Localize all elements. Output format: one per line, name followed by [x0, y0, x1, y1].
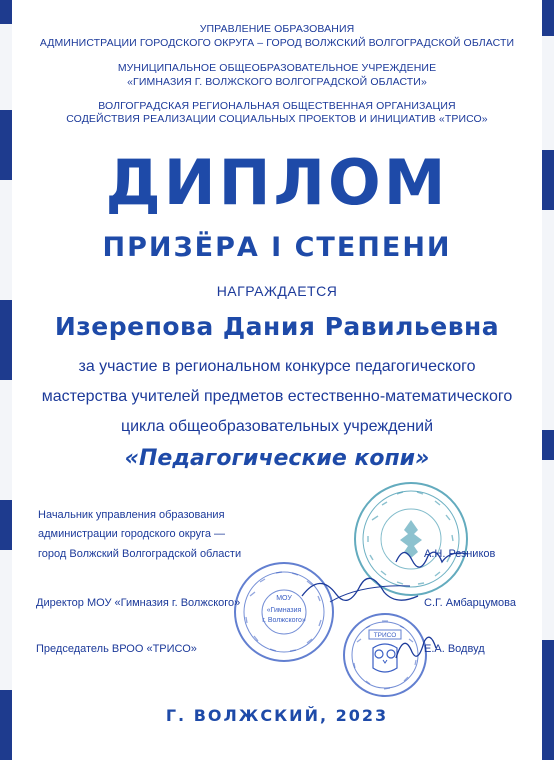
svg-text:г. Волжского»: г. Волжского»	[262, 617, 306, 624]
border-bar	[542, 0, 554, 36]
header-line-5: ВОЛГОГРАДСКАЯ РЕГИОНАЛЬНАЯ ОБЩЕСТВЕННАЯ ОРГАНИЗАЦИЯ	[98, 100, 456, 112]
signatory-director-name: С.Г. Амбарцумова	[424, 597, 516, 609]
svg-text:«Гимназия: «Гимназия	[266, 607, 302, 614]
diploma-title: ДИПЛОМ	[105, 146, 449, 219]
header-line-4: «ГИМНАЗИЯ Г. ВОЛЖСКОГО ВОЛГОГРАДСКОЙ ОБЛАСТИ»	[127, 76, 427, 88]
border-bar	[0, 0, 12, 24]
signatory-head-title-2: администрации городского округа —	[38, 528, 226, 540]
contest-name: «Педагогические копи»	[124, 446, 430, 471]
diploma-subtitle: ПРИЗЁРА I СТЕПЕНИ	[102, 232, 452, 263]
svg-text:МОУ: МОУ	[276, 595, 292, 602]
description-line-2: мастерства учителей предметов естественно-математического	[41, 388, 513, 405]
signatory-director-title: Директор МОУ «Гимназия г. Волжского»	[36, 597, 241, 609]
signatory-head-title-3: город Волжский Волгоградской области	[38, 548, 242, 560]
header-line-1: УПРАВЛЕНИЕ ОБРАЗОВАНИЯ	[199, 23, 355, 35]
header-line-2: АДМИНИСТРАЦИИ ГОРОДСКОГО ОКРУГА – ГОРОД ВОЛЖСКИЙ ВОЛГОГРАДСКОЙ ОБЛАСТИ	[39, 37, 515, 49]
border-bar	[542, 640, 554, 760]
signatory-chair-title: Председатель ВРОО «ТРИСО»	[36, 643, 197, 655]
signatory-chair-name: Е.А. Водвуд	[424, 643, 485, 655]
left-border-strip	[0, 0, 12, 760]
signature-director	[300, 566, 420, 616]
right-border-strip	[542, 0, 554, 760]
border-bar	[0, 500, 12, 550]
signatory-head-title-1: Начальник управления образования	[38, 509, 225, 521]
description-line-1: за участие в региональном конкурсе педагогического	[78, 358, 476, 375]
description-line-3: цикла общеобразовательных учреждений	[120, 418, 434, 435]
signatory-head-name: А.Н. Резников	[424, 548, 496, 560]
svg-text:ТРИСО: ТРИСО	[373, 632, 397, 639]
footer-city-year: Г. ВОЛЖСКИЙ, 2023	[165, 706, 389, 725]
header-line-3: МУНИЦИПАЛЬНОЕ ОБЩЕОБРАЗОВАТЕЛЬНОЕ УЧРЕЖДЕНИЕ	[117, 62, 437, 74]
border-bar	[0, 690, 12, 760]
header-line-6: СОДЕЙСТВИЯ РЕАЛИЗАЦИИ СОЦИАЛЬНЫХ ПРОЕКТОВ И ИНИЦИАТИВ «ТРИСО»	[66, 113, 488, 125]
awarded-label: НАГРАЖДАЕТСЯ	[216, 283, 338, 299]
recipient-name: Изерепова Дания Равильевна	[54, 312, 500, 341]
